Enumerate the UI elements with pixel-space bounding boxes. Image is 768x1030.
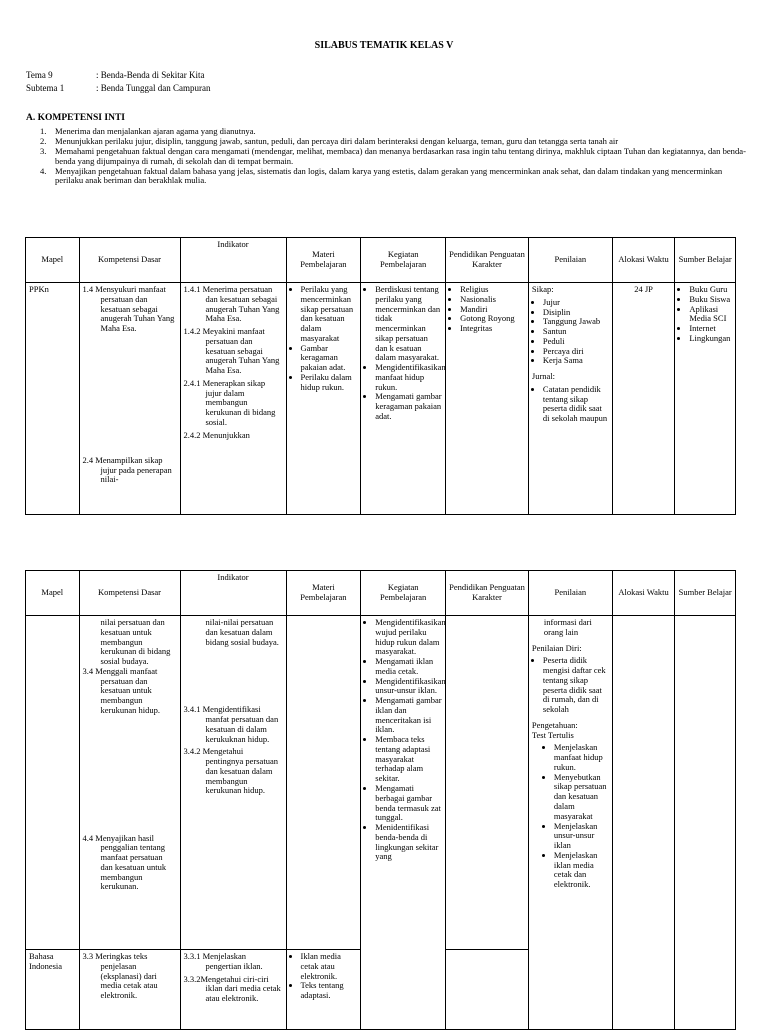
list-item: • Gambar keragaman pakaian adat. xyxy=(301,344,358,373)
cell-mapel: PPKn xyxy=(26,283,80,515)
table-row xyxy=(26,283,736,515)
meta-theme xyxy=(26,70,204,80)
header-indikator: Indikator xyxy=(180,238,286,283)
list-item: • Peduli xyxy=(543,337,609,347)
ki-item: 3. Memahami pengetahuan faktual dengan cara mengamati (mendengar, melihat, membaca) dan menanya berdasarkan rasa ingin tahu tentang dirinya, makhluk ciptaan Tuhan dan kegiatannya, dan benda-benda yang dijumpainya di rumah, di sekolah dan di tempat bermain. xyxy=(40,145,746,166)
cell-penilaian: Sikap: • Jujur • Disiplin • Tanggung Jawab • Santun • Peduli • Percaya diri • Kerja Sama Jurnal: • Catatan pendidik tentang sikap peserta didik saat di sekolah maupun xyxy=(528,283,612,515)
cell-mapel xyxy=(26,616,80,950)
list-item: • Mengamati gambar keragaman pakaian adat. xyxy=(375,392,442,421)
list-item: • Berdiskusi tentang perilaku yang mencerminkan dan tidak mencerminkan sikap persatuan dan k esatuan dalam masyarakat. xyxy=(375,285,442,363)
cell-materi xyxy=(286,950,361,1030)
ki-item: 1. Menerima dan menjalankan ajaran agama yang dianutnya. xyxy=(40,126,256,136)
cell-penilaian: informasi dari orang lain Penilaian Diri: • Peserta didik mengisi daftar cek tentang sikap peserta didik saat di rumah, dan di sekolah Pengetahuan: Test Tertulis • Menjelaskan manfaat hidup rukun. • Menyebutkan sikap persatuan dan kesatuan dalam masyarakat • Menjelaskan unsur-unsur iklan • Menjelaskan iklan media cetak dan elektronik. xyxy=(528,616,612,1030)
table-header-row xyxy=(26,571,736,616)
header-kd: Kompetensi Dasar xyxy=(79,238,180,283)
list-item: • Menjelaskan unsur-unsur iklan xyxy=(554,822,609,851)
cell-kd: 1.4 Mensyukuri manfaat persatuan dan kesatuan sebagai anugerah Tuhan Yang Maha Esa. 2.4 Menampilkan sikap jujur pada penerapan nilai- xyxy=(79,283,180,515)
header-mapel: Mapel xyxy=(26,571,80,616)
cell-sumber xyxy=(675,283,736,515)
list-item: • Mengidentifikasikan wujud perilaku hidup rukun dalam masyarakat. xyxy=(375,618,442,657)
header-karakter: Pendidikan Penguatan Karakter xyxy=(446,238,529,283)
cell-karakter xyxy=(446,616,529,950)
header-materi: Materi Pembelajaran xyxy=(286,571,361,616)
list-item: • Peserta didik mengisi daftar cek tentang sikap peserta didik saat di rumah, dan di sekolah xyxy=(543,656,609,715)
list-item: • Mengamati iklan media cetak. xyxy=(375,657,442,677)
ki-heading: A. KOMPETENSI INTI xyxy=(26,113,125,123)
list-item: • Mandiri xyxy=(460,305,525,315)
header-kegiatan: Kegiatan Pembelajaran xyxy=(361,238,446,283)
cell-indikator: 3.3.1 Menjelaskan pengertian iklan. 3.3.2Mengetahui ciri-ciri iklan dari media cetak atau elektronik. xyxy=(180,950,286,1030)
list-item: • Percaya diri xyxy=(543,347,609,357)
list-item: • Mengidentifikasikan manfaat hidup rukun. xyxy=(375,363,442,392)
list-item: • Lingkungan xyxy=(689,334,732,344)
meta-key: Tema 9 xyxy=(26,70,53,80)
list-item: • Tanggung Jawab xyxy=(543,317,609,327)
syllabus-table-2 xyxy=(25,570,736,1030)
header-sumber: Sumber Belajar xyxy=(675,238,736,283)
cell-kd: 3.3 Meringkas teks penjelasan (eksplanasi) dari media cetak atau elektronik. xyxy=(79,950,180,1030)
header-mapel: Mapel xyxy=(26,238,80,283)
page-title: SILABUS TEMATIK KELAS V xyxy=(314,40,454,51)
list-item: • Aplikasi Media SCI xyxy=(689,305,732,325)
cell-materi xyxy=(286,283,361,515)
header-karakter: Pendidikan Penguatan Karakter xyxy=(446,571,529,616)
list-item: • Jujur xyxy=(543,298,609,308)
header-penilaian: Penilaian xyxy=(528,238,612,283)
list-item: • Buku Siswa xyxy=(689,295,732,305)
header-kegiatan: Kegiatan Pembelajaran xyxy=(361,571,446,616)
list-item: • Nasionalis xyxy=(460,295,525,305)
header-penilaian: Penilaian xyxy=(528,571,612,616)
list-item: • Internet xyxy=(689,324,732,334)
list-item: • Santun xyxy=(543,327,609,337)
list-item: • Menjelaskan manfaat hidup rukun. xyxy=(554,743,609,772)
meta-value: : Benda-Benda di Sekitar Kita xyxy=(96,70,205,80)
list-item: • Iklan media cetak atau elektronik. xyxy=(301,952,358,981)
cell-mapel: Bahasa Indonesia xyxy=(26,950,80,1030)
cell-materi xyxy=(286,616,361,950)
cell-sumber xyxy=(675,616,736,1030)
list-item: • Buku Guru xyxy=(689,285,732,295)
list-item: • Religius xyxy=(460,285,525,295)
header-materi: Materi Pembelajaran xyxy=(286,238,361,283)
list-item: • Mengamati berbagai gambar benda termasuk zat tunggal. xyxy=(375,784,442,823)
list-item: • Membaca teks tentang adaptasi masyarakat terhadap alam sekitar. xyxy=(375,735,442,784)
table-header-row xyxy=(26,238,736,283)
cell-alokasi: 24 JP xyxy=(612,283,675,515)
header-kd: Kompetensi Dasar xyxy=(79,571,180,616)
cell-alokasi xyxy=(612,616,675,1030)
list-item: • Kerja Sama xyxy=(543,356,609,366)
meta-key: Subtema 1 xyxy=(26,83,65,93)
header-sumber: Sumber Belajar xyxy=(675,571,736,616)
ki-list xyxy=(40,127,746,186)
list-item: • Gotong Royong xyxy=(460,314,525,324)
header-alokasi: Alokasi Waktu xyxy=(612,571,675,616)
cell-indikator: 1.4.1 Menerima persatuan dan kesatuan sebagai anugerah Tuhan Yang Maha Esa. 1.4.2 Meyakini manfaat persatuan dan kesatuan sebagai anugerah Tuhan Yang Maha Esa. 2.4.1 Menerapkan sikap jujur dalam membangun kerukunan di bidang sosial. 2.4.2 Menunjukkan xyxy=(180,283,286,515)
list-item: • Menjelaskan iklan media cetak dan elektronik. xyxy=(554,851,609,890)
list-item: • Perilaku yang mencerminkan sikap persatuan dan kesatuan dalam masyarakat xyxy=(301,285,358,344)
list-item: • Mengamati gambar iklan dan menceritakan isi iklan. xyxy=(375,696,442,735)
list-item: • Perilaku dalam hidup rukun. xyxy=(301,373,358,393)
cell-indikator: nilai-nilai persatuan dan kesatuan dalam bidang sosial budaya. 3.4.1 Mengidentifikasi manfat persatuan dan kesatuan di dalam kerukuknan hidup. 3.4.2 Mengetahui pentingnya persatuan dan kesatuan dalam membangun kerukunan hidup. xyxy=(180,616,286,950)
ki-item: 2. Menunjukkan perilaku jujur, disiplin, tanggung jawab, santun, peduli, dan percaya diri dalam berinteraksi dengan keluarga, teman, guru dan tetangga serta tanah air xyxy=(40,135,619,146)
list-item: • Menyebutkan sikap persatuan dan kesatuan dalam masyarakat xyxy=(554,773,609,822)
cell-karakter xyxy=(446,950,529,1030)
list-item: • Menidentifikasi benda-benda di lingkungan sekitar yang xyxy=(375,823,442,862)
ki-item: 4. Menyajikan pengetahuan faktual dalam bahasa yang jelas, sistematis dan logis, dalam karya yang estetis, dalam gerakan yang mencerminkan anak sehat, dan dalam tindakan yang mencerminkan perilaku anak beriman dan berakhlak mulia. xyxy=(40,165,723,186)
header-indikator: Indikator xyxy=(180,571,286,616)
cell-kegiatan xyxy=(361,283,446,515)
meta-subtheme xyxy=(26,83,211,93)
cell-kegiatan xyxy=(361,616,446,1030)
cell-kd: nilai persatuan dan kesatuan untuk membangun kerukunan di bidang sosial budaya. 3.4 Menggali manfaat persatuan dan kesatuan untuk membangun kerukunan hidup. 4.4 Menyajikan hasil penggalian tentang manfaat persatuan dan kesatuan untuk membangun kerukunan. xyxy=(79,616,180,950)
cell-karakter xyxy=(446,283,529,515)
list-item: • Integritas xyxy=(460,324,525,334)
list-item: • Disiplin xyxy=(543,308,609,318)
list-item: • Teks tentang adaptasi. xyxy=(301,981,358,1001)
header-alokasi: Alokasi Waktu xyxy=(612,238,675,283)
list-item: • Mengidentifikasikan unsur-unsur iklan. xyxy=(375,677,442,697)
syllabus-table-1 xyxy=(25,237,736,515)
meta-value: : Benda Tunggal dan Campuran xyxy=(96,83,211,93)
list-item: • Catatan pendidik tentang sikap peserta didik saat di sekolah maupun xyxy=(543,385,609,424)
table-row xyxy=(26,616,736,950)
